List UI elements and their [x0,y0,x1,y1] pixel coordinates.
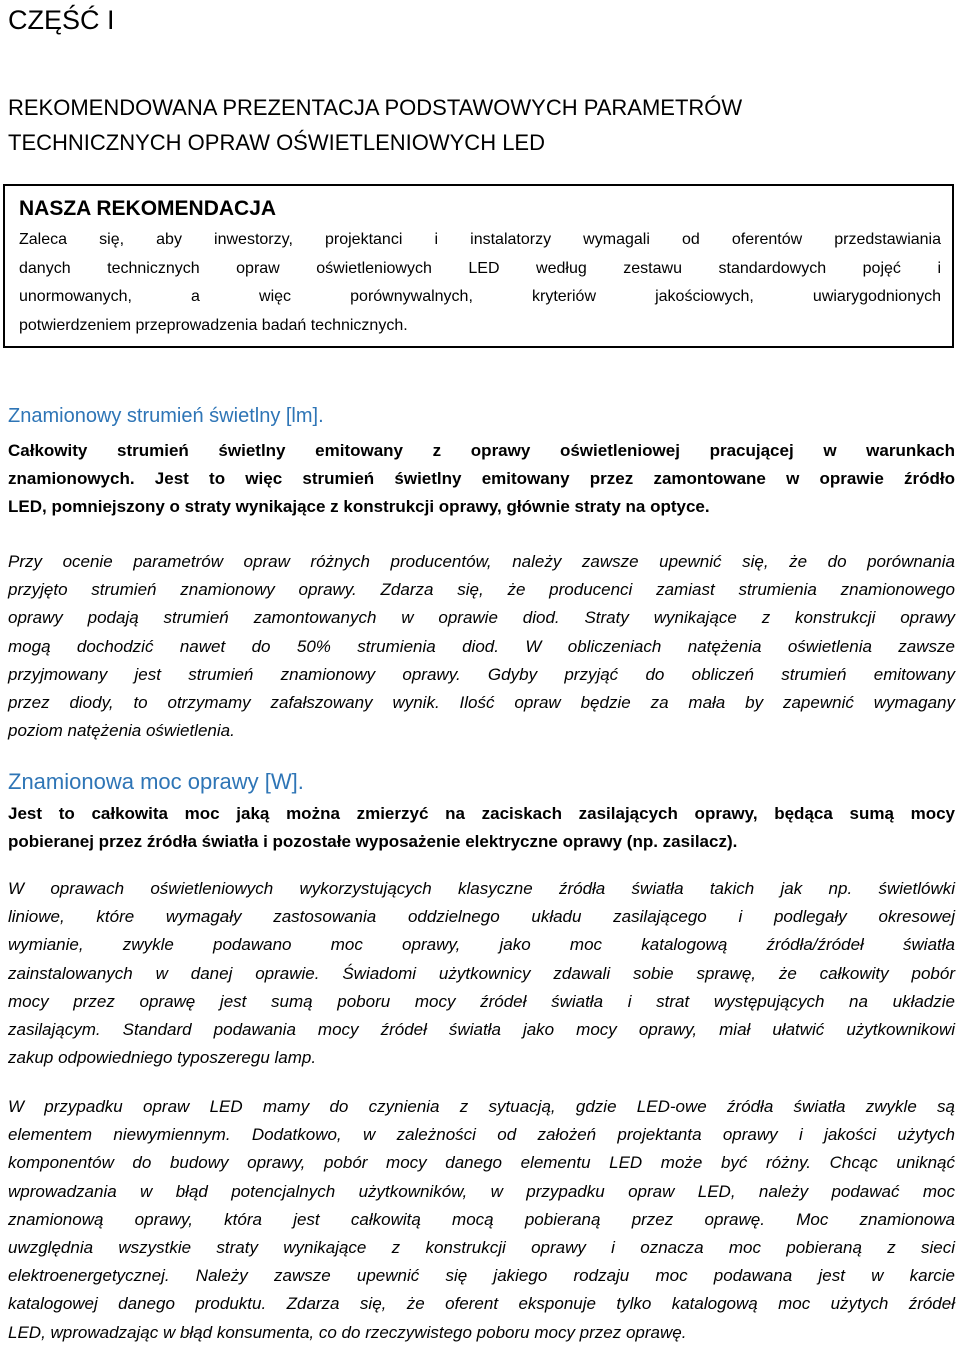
rated-power-paragraph-1 [8,875,955,1072]
luminous-flux-definition [8,437,955,522]
paragraph-line: komponentów do budowy oprawy, pobór mocy danego elementu LED może być różny. Chcąc uniknąć [8,1153,955,1173]
part-title: CZĘŚĆ I [8,5,115,35]
note-line: przyjmowany jest strumień znamionowy oprawy. Gdyby przyjąć do obliczeń strumień emitowany [8,664,955,684]
note-line: oprawy podają strumień zamontowanych w oprawie diod. Straty wynikające z konstrukcji oprawy [8,608,955,628]
paragraph-line: zakup odpowiedniego typoszeregu lamp. [8,1048,317,1068]
recommendation-text [19,226,941,340]
rated-power-paragraph-2 [8,1093,955,1347]
note-line: przez diody, to otrzymamy zafałszowany wynik. Ilość opraw będzie za mała by zapewnić wymagany [8,693,955,713]
definition-line: znamionowych. Jest to więc strumień świetlny emitowany przez zamontowane w oprawie źródło [8,469,955,489]
definition-line: LED, pomniejszony o straty wynikające z konstrukcji oprawy, głównie straty na optyce. [8,497,710,517]
paragraph-line: uwzględnia wszystkie straty wynikające z konstrukcji oprawy i oznacza moc pobieraną z sieci [8,1238,955,1258]
section-title-rated-power: Znamionowa moc oprawy [W]. [8,769,304,794]
recommendation-heading: NASZA REKOMENDACJA [19,197,277,220]
paragraph-line: LED, wprowadzając w błąd konsumenta, co do rzeczywistego poboru mocy przez oprawę. [8,1322,687,1342]
paragraph-line: katalogowej danego produktu. Zdarza się, że oferent eksponuje tylko katalogową moc użytych źródeł [8,1294,955,1314]
paragraph-line: zainstalowanych w danej oprawie. Świadomi użytkownicy zdawali sobie sprawę, że całkowity pobór [8,963,955,983]
paragraph-line: liniowe, które wymagały zastosowania oddzielnego układu zasilającego i podlegały okresowej [8,907,955,927]
paragraph-line: elektroenergetycznej. Należy zawsze upewnić się jakiego rodzaju moc podawana jest w karcie [8,1266,955,1286]
luminous-flux-note [8,548,955,745]
paragraph-line: wprowadzania w błąd potencjalnych użytkowników, w przypadku opraw LED, należy podawać moc [8,1181,955,1201]
main-title-line: TECHNICZNYCH OPRAW OŚWIETLENIOWYCH LED [8,130,545,155]
paragraph-line: W przypadku opraw LED mamy do czynienia z sytuacją, gdzie LED-owe źródła światła zwykle są [8,1097,955,1116]
paragraph-line: zasilającym. Standard podawania mocy źródeł światła jako mocy oprawy, miał ułatwić użytkownikowi [8,1020,955,1040]
definition-line: Całkowity strumień świetlny emitowany z oprawy oświetleniowej pracującej w warunkach [8,441,955,460]
definition-line: Jest to całkowita moc jaką można zmierzyć na zaciskach zasilających oprawy, będąca sumą mocy [8,804,955,823]
paragraph-line: elementem niewymiennym. Dodatkowo, w zależności od założeń projektanta oprawy i jakości użytych [8,1125,955,1145]
section-title-luminous-flux: Znamionowy strumień świetlny [lm]. [8,405,324,427]
note-line: przyjęto strumień znamionowy oprawy. Zdarza się, że producenci zamiast strumienia znamionowego [8,580,955,600]
rated-power-definition [8,800,955,856]
recommendation-line: Zaleca się, aby inwestorzy, projektanci i instalatorzy wymagali od oferentów przedstawiania [19,231,941,248]
paragraph-line: wymianie, zwykle podawano moc oprawy, jako moc katalogową źródła/źródeł światła [8,935,955,955]
main-title [8,90,948,160]
main-title-line: REKOMENDOWANA PREZENTACJA PODSTAWOWYCH PARAMETRÓW [8,95,743,120]
paragraph-line: W oprawach oświetleniowych wykorzystujących klasyczne źródła światła takich jak np. świetlówki [8,879,955,898]
paragraph-line: znamionową oprawy, która jest całkowitą mocą pobieraną przez oprawę. Moc znamionowa [8,1209,955,1229]
paragraph-line: mocy przez oprawę jest sumą poboru mocy źródeł światła i strat występujących na układzie [8,991,955,1011]
note-line: Przy ocenie parametrów opraw różnych producentów, należy zawsze upewnić się, że do porównania [8,552,955,571]
recommendation-line: potwierdzeniem przeprowadzenia badań technicznych. [19,316,408,334]
definition-line: pobieranej przez źródła światła i pozostałe wyposażenie elektryczne oprawy (np. zasilacz). [8,832,738,852]
note-line: mogą dochodzić nawet do 50% strumienia diod. W obliczeniach natężenia oświetlenia zawsze [8,636,955,656]
note-line: poziom natężenia oświetlenia. [8,721,235,741]
recommendation-line: unormowanych, a więc porównywalnych, kryteriów jakościowych, uwiarygodnionych [19,288,941,305]
recommendation-line: danych technicznych opraw oświetleniowych LED według zestawu standardowych pojęć i [19,259,941,277]
